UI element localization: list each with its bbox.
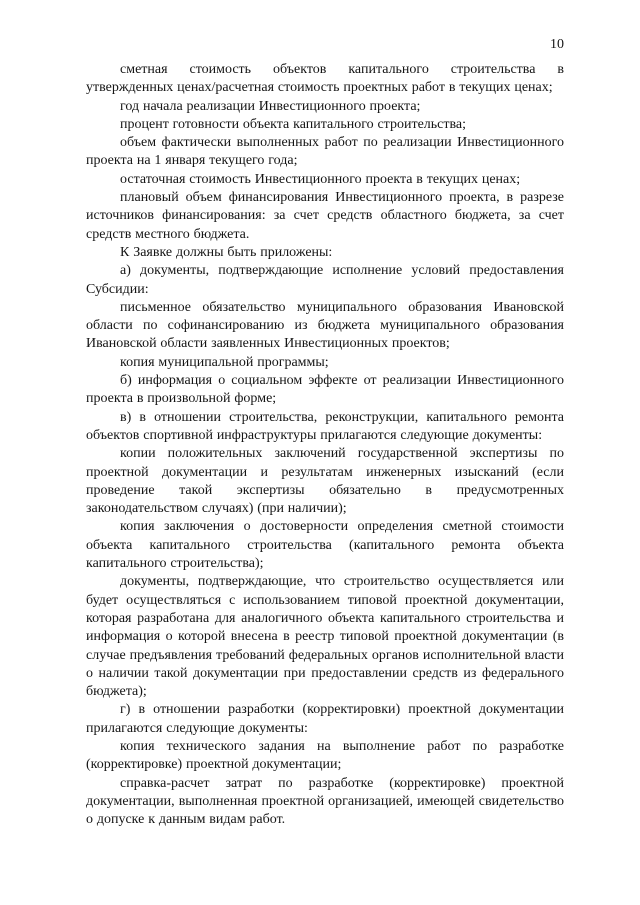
paragraph: б) информация о социальном эффекте от реализации Инвестиционного проекта в произвольной форме; [86, 373, 564, 407]
paragraph: год начала реализации Инвестиционного проекта; [120, 98, 421, 114]
paragraph: копия муниципальной программы; [120, 354, 329, 370]
document-body [86, 61, 564, 829]
paragraph: копии положительных заключений государственной экспертизы по проектной документации и результатам инженерных изысканий (если проведение такой экспертизы обязательно в предусмотренных законодательством случаях) (при наличии); [86, 446, 564, 517]
paragraph: в) в отношении строительства, реконструкции, капитального ремонта объектов спортивной инфраструктуры прилагаются следующие документы: [86, 409, 564, 443]
paragraph: объем фактически выполненных работ по реализации Инвестиционного проекта на 1 января текущего года; [86, 135, 564, 169]
paragraph: справка-расчет затрат по разработке (корректировке) проектной документации, выполненная проектной организацией, имеющей свидетельство о допуске к данным видам работ. [86, 775, 564, 828]
paragraph: сметная стоимость объектов капитального строительства в утвержденных ценах/расчетная стоимость проектных работ в текущих ценах; [86, 62, 564, 96]
paragraph: а) документы, подтверждающие исполнение условий предоставления Субсидии: [86, 263, 564, 297]
paragraph: К Заявке должны быть приложены: [120, 244, 333, 260]
paragraph: плановый объем финансирования Инвестиционного проекта, в разрезе источников финансирования: за счет средств областного бюджета, за счет средств местного бюджета. [86, 190, 564, 242]
paragraph: остаточная стоимость Инвестиционного проекта в текущих ценах; [120, 171, 521, 187]
page-number: 10 [550, 37, 564, 52]
paragraph: г) в отношении разработки (корректировки) проектной документации прилагаются следующие документы: [86, 702, 564, 736]
paragraph: письменное обязательство муниципального образования Ивановской области по софинансированию из бюджета муниципального образования Ивановской области заявленных Инвестиционных проектов; [86, 299, 564, 352]
paragraph: документы, подтверждающие, что строительство осуществляется или будет осуществляться с использованием типовой проектной документации, которая разработана для аналогичного объекта капитального строительства и информация о которой внесена в реестр типовой проектной документации (в случае предъявления требований федеральных органов исполнительной власти о наличии такой документации при предоставлении средств из федерального бюджета); [86, 574, 564, 700]
paragraph: копия технического задания на выполнение работ по разработке (корректировке) проектной документации; [86, 738, 564, 773]
paragraph: копия заключения о достоверности определения сметной стоимости объекта капитального строительства (капитального ремонта объекта капитального строительства); [86, 519, 564, 572]
paragraph: процент готовности объекта капитального строительства; [120, 116, 467, 132]
